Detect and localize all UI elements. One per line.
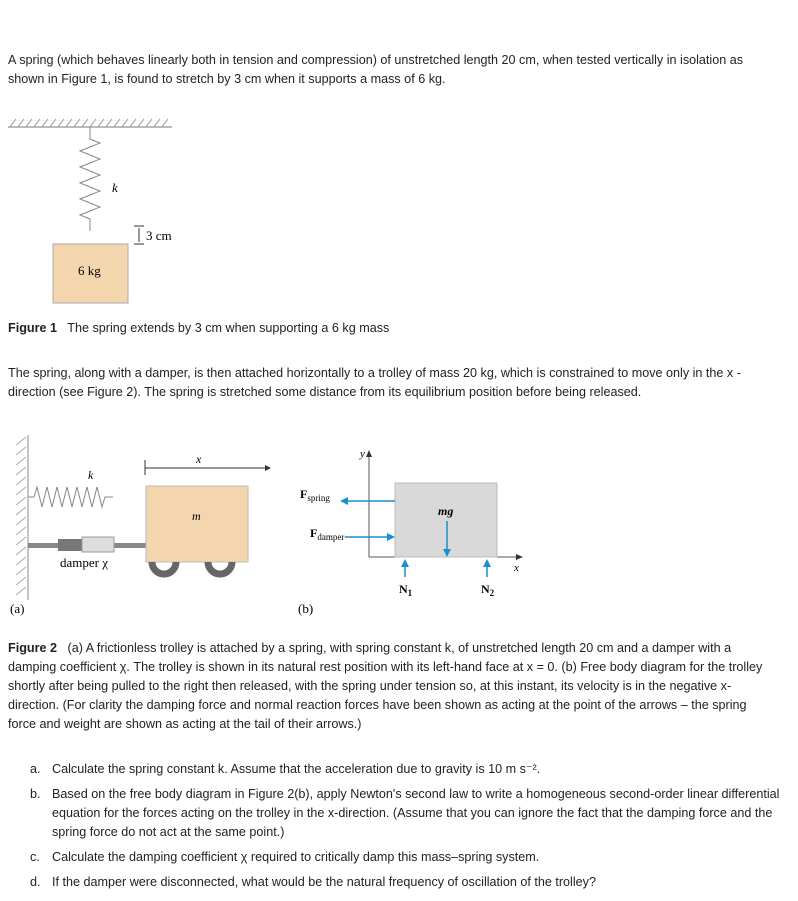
panel-a-label: (a) <box>10 601 25 616</box>
weight-label: mg <box>438 504 454 518</box>
spring-force-arrow <box>340 497 348 505</box>
question-label: c. <box>30 850 40 864</box>
panel-b-label: (b) <box>298 601 314 616</box>
damper-label: damper χ <box>60 555 109 570</box>
f: F <box>300 487 308 501</box>
figure-1-caption <box>8 319 778 338</box>
spring <box>28 487 113 507</box>
sub: spring <box>307 493 330 503</box>
wheel-left <box>152 562 176 574</box>
question-d <box>30 873 790 892</box>
trolley-mass <box>146 486 248 562</box>
n1-arrow <box>401 559 409 567</box>
y-axis-label: y <box>360 448 365 460</box>
question-text: Based on the free body diagram in Figure 2(b), apply Newton's second law to write a homogeneous second-order linear differential equation for the forces acting on the trolley in the x-direction. (Assume that you can ignore the fact that the damping force and the spring force do not act at the same point.) <box>52 787 780 839</box>
n2-arrow <box>483 559 491 567</box>
figure-2 <box>0 425 540 625</box>
fbd-box <box>395 483 497 557</box>
paragraph-2: The spring, along with a damper, is then attached horizontally to a trolley of mass 20 kg, which is constrained to move only in the x -direction (see Figure 2). The spring is stretched some distance from its equilibrium position before being released. <box>8 366 741 399</box>
figure-2a <box>10 435 271 616</box>
spring-label: k <box>88 468 94 482</box>
question-text: If the damper were disconnected, what would be the natural frequency of oscillation of the trolley? <box>52 875 596 889</box>
x-label: x <box>196 452 202 466</box>
question-label: b. <box>30 787 41 801</box>
wheel-right <box>208 562 232 574</box>
question-text: Calculate the damping coefficient χ required to critically damp this mass–spring system. <box>52 850 540 864</box>
caption-text: (a) A frictionless trolley is attached by a spring, with spring constant k, of unstretched length 20 cm and a damper with a damping coefficient χ. The trolley is shown in its natural rest position with its left-hand face at x = 0. (b) Free body diagram for the trolley shortly after being pulled to the right then released, with the spring under tension so, at this instant, its velocity is in the negative x-direction. (For clarity the damping force and normal reaction forces have been shown as acting at the point of the arrows – the spring force and weight are shown as acting at the tail of their arrows.) <box>8 641 763 731</box>
caption-number: Figure 2 <box>8 641 57 655</box>
damper-piston <box>82 537 114 552</box>
damper-force-arrow <box>387 533 395 541</box>
extension-label: 3 cm <box>146 228 172 243</box>
sub: 2 <box>489 588 495 598</box>
sub: damper <box>317 532 345 542</box>
question-label: a. <box>30 762 41 776</box>
mass-label: 6 kg <box>78 263 101 278</box>
spring <box>80 127 100 231</box>
question-text: Calculate the spring constant k. Assume that the acceleration due to gravity is 10 m s⁻². <box>52 762 541 776</box>
f-spring-label <box>300 487 330 503</box>
n1-label <box>399 582 413 598</box>
caption-text: The spring extends by 3 cm when supporting a 6 kg mass <box>67 321 390 335</box>
question-list <box>28 760 790 898</box>
n2-label <box>481 582 495 598</box>
question-a <box>30 760 790 779</box>
sub: 1 <box>407 588 413 598</box>
intro-paragraph: A spring (which behaves linearly both in tension and compression) of unstretched length 20 cm, when tested vertically in isolation as shown in Figure 1, is found to stretch by 3 cm when it supports a mass of 6 kg. <box>8 53 744 86</box>
n: N <box>481 582 490 596</box>
figure-1 <box>0 110 200 310</box>
spring-k-label: k <box>112 180 118 195</box>
extension-arrow <box>134 226 144 244</box>
question-b <box>30 785 790 842</box>
figure-2-caption <box>8 639 778 734</box>
question-c <box>30 848 790 867</box>
f: F <box>310 526 318 540</box>
n: N <box>399 582 408 596</box>
caption-number: Figure 1 <box>8 321 57 335</box>
x-axis-label: x <box>514 562 519 574</box>
f-damper-label <box>310 526 344 542</box>
mass-label: m <box>192 509 201 523</box>
figure-2b <box>298 448 523 616</box>
question-label: d. <box>30 875 41 889</box>
